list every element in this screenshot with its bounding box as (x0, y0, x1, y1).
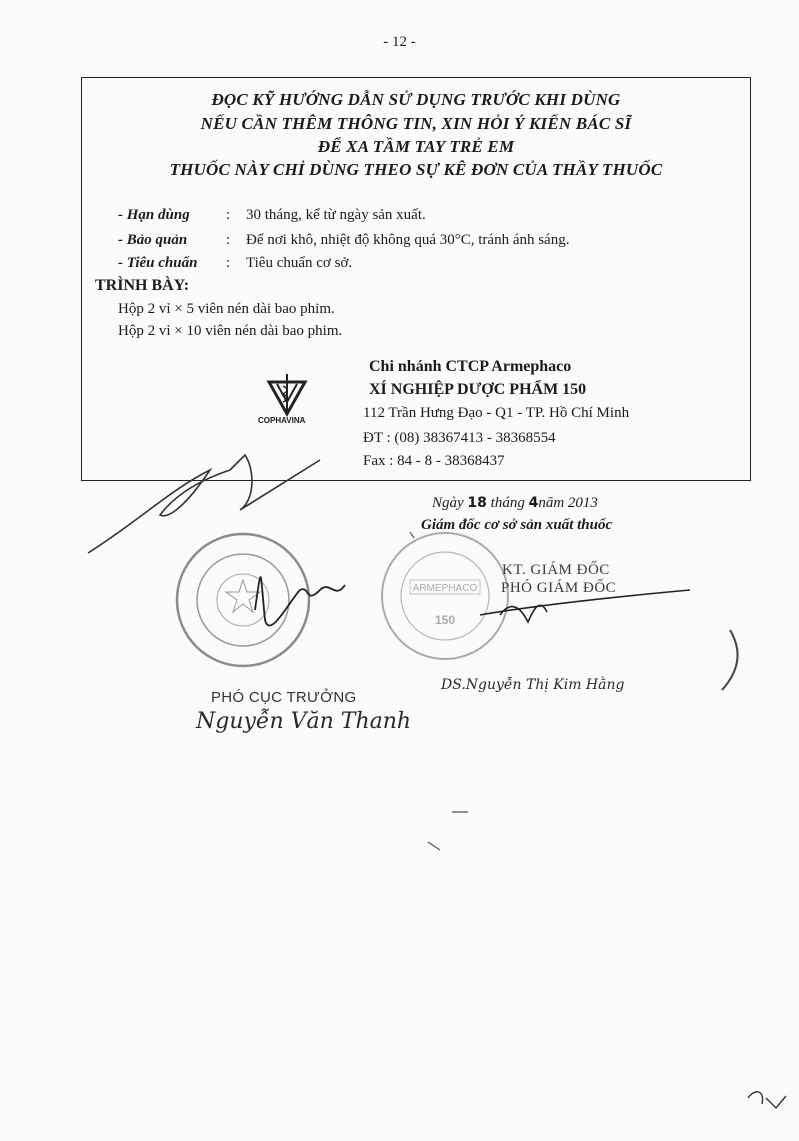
date-prefix: Ngày (432, 495, 464, 511)
company-branch: Chi nhánh CTCP Armephaco (369, 358, 572, 375)
warning-line-1: ĐỌC KỸ HƯỚNG DẪN SỬ DỤNG TRƯỚC KHI DÙNG (211, 90, 621, 109)
deputy-director-line: PHÓ GIÁM ĐỐC (501, 580, 617, 596)
warning-line-3: ĐỂ XA TẦM TAY TRẺ EM (317, 137, 515, 156)
director-title: Giám đốc cơ sở sản xuất thuốc (421, 517, 613, 533)
date-year: năm 2013 (538, 495, 598, 511)
spec-label: - Bảo quản (118, 232, 188, 248)
spec-colon: : (226, 207, 231, 223)
presentation-heading: TRÌNH BÀY: (95, 277, 190, 294)
date-month: 4 (528, 495, 539, 511)
pack-item: Hộp 2 vỉ × 10 viên nén dài bao phim. (118, 323, 343, 339)
pack-item: Hộp 2 vỉ × 5 viên nén dài bao phim. (118, 301, 335, 317)
logo-text: COPHAVINA (258, 416, 306, 425)
date-month-word: tháng (490, 495, 525, 511)
spec-value: Để nơi khô, nhiệt độ không quá 30°C, tránh ánh sáng. (246, 232, 570, 248)
company-fax: Fax : 84 - 8 - 38368437 (363, 453, 505, 469)
company-name: XÍ NGHIỆP DƯỢC PHẨM 150 (369, 381, 587, 398)
warning-line-4: THUỐC NÀY CHỈ DÙNG THEO SỰ KÊ ĐƠN CỦA THẦY THUỐC (169, 160, 663, 179)
svg-text:ARMEPHACO: ARMEPHACO (412, 583, 478, 594)
spec-colon: : (226, 232, 231, 248)
spec-value: Tiêu chuẩn cơ sở. (246, 255, 353, 271)
signature-stroke-icon (88, 455, 320, 553)
svg-text:150: 150 (434, 613, 456, 627)
company-address: 112 Trần Hưng Đạo - Q1 - TP. Hồ Chí Minh (363, 405, 630, 421)
spec-colon: : (226, 255, 231, 271)
spec-value: 30 tháng, kể từ ngày sản xuất. (246, 207, 426, 223)
company-phone: ĐT : (08) 38367413 - 38368554 (363, 430, 556, 446)
kt-director-line: KT. GIÁM ĐỐC (502, 562, 610, 578)
page-number: - 12 - (383, 34, 416, 50)
spec-label: - Hạn dùng (118, 207, 190, 223)
regulator-name: Nguyễn Văn Thanh (196, 709, 412, 734)
date-day: 18 (467, 495, 487, 511)
signer-name: DS.Nguyễn Thị Kim Hằng (441, 677, 625, 693)
company-seal-icon (382, 533, 508, 659)
ministry-seal-icon (177, 534, 309, 666)
spec-label: - Tiêu chuẩn (118, 255, 198, 271)
warning-line-2: NẾU CẦN THÊM THÔNG TIN, XIN HỎI Ý KIẾN BÁC SĨ (200, 114, 632, 133)
regulator-title: PHÓ CỤC TRƯỞNG (211, 689, 357, 706)
